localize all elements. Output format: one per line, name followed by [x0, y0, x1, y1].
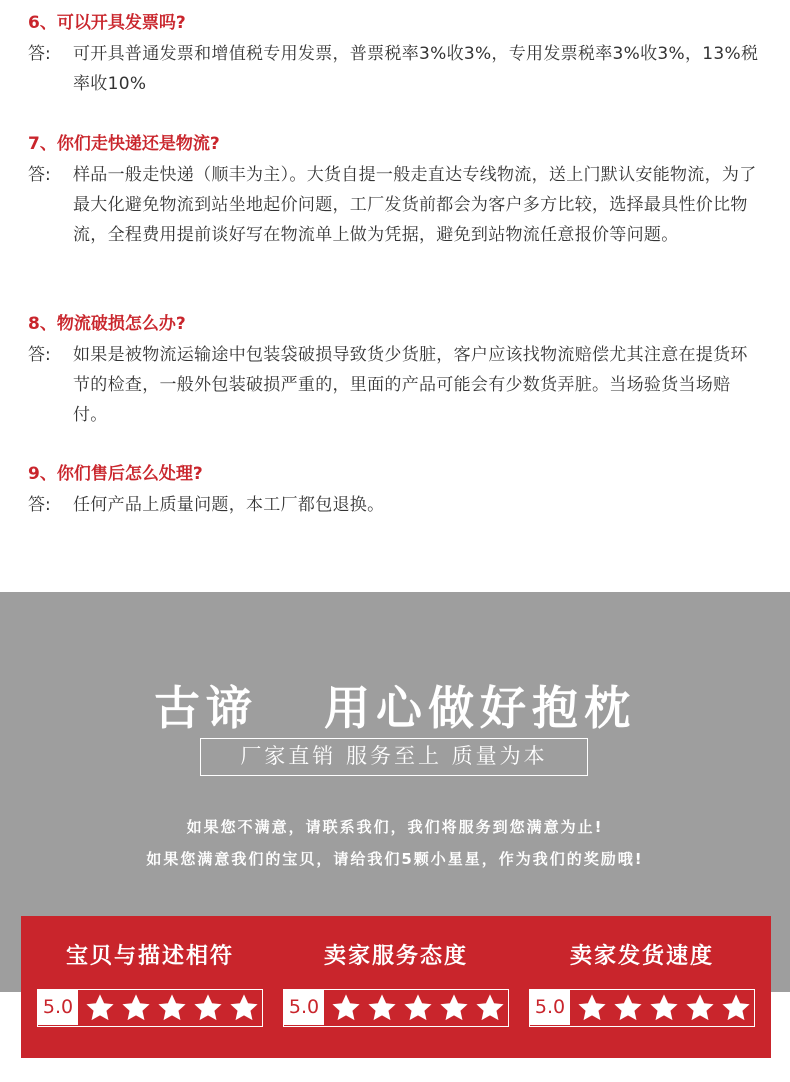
answer-label: 答:: [28, 345, 51, 365]
rating-panel: [21, 916, 771, 1058]
rating-title: 卖家服务态度: [323, 944, 468, 969]
faq-question: 9、你们售后怎么处理?: [28, 464, 203, 484]
rating-box: [529, 989, 755, 1027]
star-icon: [228, 992, 260, 1024]
rating-box: [37, 989, 263, 1027]
star-icon: [648, 992, 680, 1024]
star-icon: [720, 992, 752, 1024]
rating-stars: [78, 990, 260, 1026]
faq-item-invoice: [28, 10, 763, 99]
rating-title: 卖家发货速度: [569, 944, 714, 969]
answer-text: 可开具普通发票和增值税专用发票，普票税率3%收3%，专用发票税率3%收3%，13%税率收10%: [73, 44, 759, 94]
star-icon: [192, 992, 224, 1024]
faq-answer: [28, 340, 763, 430]
star-icon: [474, 992, 506, 1024]
faq-item-damage: [28, 311, 763, 430]
answer-text: 任何产品上质量问题，本工厂都包退换。: [73, 495, 385, 515]
faq-answer: [28, 160, 763, 250]
star-icon: [438, 992, 470, 1024]
faq-item-after-sales: [28, 461, 763, 520]
star-icon: [120, 992, 152, 1024]
faq-answer: [28, 490, 763, 520]
star-icon: [330, 992, 362, 1024]
rating-title: 宝贝与描述相符: [65, 944, 234, 969]
star-icon: [684, 992, 716, 1024]
star-icon: [402, 992, 434, 1024]
faq-answer: [28, 39, 763, 99]
star-icon: [156, 992, 188, 1024]
answer-text: 样品一般走快递（顺丰为主）。大货自提一般走直达专线物流，送上门默认安能物流，为了最大化避免物流到站坐地起价问题，工厂发货前都会为客户多方比较，选择最具性价比物流，全程费用提前谈好写在物流单上做为凭据，避免到站物流任意报价等问题。: [73, 165, 757, 245]
star-icon: [84, 992, 116, 1024]
rating-stars: [324, 990, 506, 1026]
rating-score: 5.0: [284, 990, 324, 1025]
star-icon: [366, 992, 398, 1024]
rating-score: 5.0: [530, 990, 570, 1025]
promo-headline: 古谛 用心做好抱枕: [153, 680, 637, 735]
star-icon: [612, 992, 644, 1024]
answer-text: 如果是被物流运输途中包装袋破损导致货少货脏，客户应该找物流赔偿尤其注意在提货环节的检查，一般外包装破损严重的，里面的产品可能会有少数货弄脏。当场验货当场赔付。: [73, 345, 748, 425]
promo-slogan: 厂家直销 服务至上 质量为本: [200, 738, 588, 776]
promo-note-line2: 如果您满意我们的宝贝，请给我们5颗小星星，作为我们的奖励哦!: [146, 850, 644, 868]
faq-question: 7、你们走快递还是物流?: [28, 134, 220, 154]
rating-score: 5.0: [38, 990, 78, 1025]
promo-note-line1: 如果您不满意，请联系我们，我们将服务到您满意为止!: [186, 818, 604, 836]
faq-question: 6、可以开具发票吗?: [28, 13, 186, 33]
answer-label: 答:: [28, 495, 51, 515]
faq-item-shipping: [28, 131, 763, 250]
faq-question: 8、物流破损怎么办?: [28, 314, 186, 334]
star-icon: [576, 992, 608, 1024]
answer-label: 答:: [28, 44, 51, 64]
answer-label: 答:: [28, 165, 51, 185]
rating-box: [283, 989, 509, 1027]
rating-stars: [570, 990, 752, 1026]
